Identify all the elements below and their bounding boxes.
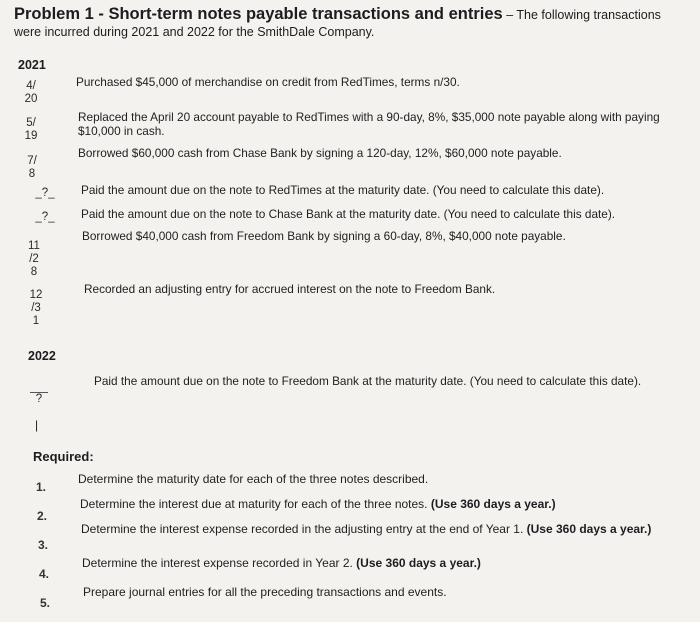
decorative-dash: | bbox=[35, 418, 39, 432]
year-2022: 2022 bbox=[28, 349, 56, 363]
date-cell bbox=[20, 80, 42, 106]
transaction-text: Purchased $45,000 of merchandise on credit from RedTimes, terms n/30. bbox=[76, 75, 460, 89]
date-line: _?_ bbox=[35, 211, 55, 223]
date-cell bbox=[20, 117, 42, 143]
date-line: _?_ bbox=[35, 187, 55, 199]
date-line: 11 bbox=[28, 240, 40, 252]
required-number: 3. bbox=[38, 538, 49, 552]
required-note: (Use 360 days a year.) bbox=[430, 497, 556, 511]
required-text: Determine the interest expense recorded in the adjusting entry at the end of Year 1. bbox=[81, 522, 527, 536]
transaction-text: Replaced the April 20 account payable to RedTimes with a 90-day, 8%, $35,000 note payable along with paying $10,000 in cash. bbox=[78, 110, 660, 138]
transaction-text: Paid the amount due on the note to RedTimes at the maturity date. (You need to calculate this date). bbox=[81, 183, 605, 197]
required-item bbox=[83, 585, 447, 599]
date-line: 5/ bbox=[26, 117, 36, 129]
date-line: 1 bbox=[32, 315, 40, 327]
date-line: /3 bbox=[31, 302, 41, 314]
required-heading: Required: bbox=[33, 449, 94, 464]
date-line: ? bbox=[35, 393, 43, 405]
transaction-text: Paid the amount due on the note to Freedom Bank at the maturity date. (You need to calculate this date). bbox=[94, 374, 642, 388]
required-number: 5. bbox=[40, 596, 51, 610]
date-cell bbox=[28, 211, 62, 224]
transaction-text: Borrowed $60,000 cash from Chase Bank by signing a 120-day, 12%, $60,000 note payable. bbox=[78, 146, 562, 160]
date-cell bbox=[30, 392, 48, 406]
date-line: 8 bbox=[28, 168, 36, 180]
required-text: Prepare journal entries for all the preceding transactions and events. bbox=[83, 585, 447, 599]
date-line: 12 bbox=[29, 289, 43, 301]
date-line: /2 bbox=[29, 253, 39, 265]
transaction-text: Borrowed $40,000 cash from Freedom Bank by signing a 60-day, 8%, $40,000 note payable. bbox=[82, 229, 566, 243]
date-cell bbox=[28, 187, 62, 200]
date-line: 20 bbox=[24, 93, 38, 105]
date-line: 19 bbox=[24, 130, 38, 142]
required-item bbox=[82, 556, 481, 570]
date-line: 7/ bbox=[27, 155, 37, 167]
required-item bbox=[81, 522, 651, 536]
date-cell bbox=[26, 289, 46, 328]
date-cell bbox=[22, 155, 42, 181]
required-item bbox=[80, 497, 556, 511]
transaction-text: Recorded an adjusting entry for accrued interest on the note to Freedom Bank. bbox=[84, 282, 496, 296]
title-rest: – The following transactions bbox=[502, 8, 661, 22]
required-item bbox=[78, 472, 428, 486]
year-2021: 2021 bbox=[18, 58, 46, 72]
required-text: Determine the interest due at maturity for each of the three notes. bbox=[80, 497, 431, 511]
date-line: 4/ bbox=[26, 80, 36, 92]
problem-subtitle: were incurred during 2021 and 2022 for the SmithDale Company. bbox=[14, 25, 375, 39]
problem-title bbox=[14, 4, 698, 25]
transaction-text: Paid the amount due on the note to Chase Bank at the maturity date. (You need to calculate this date). bbox=[81, 207, 616, 221]
required-note: (Use 360 days a year.) bbox=[526, 522, 652, 536]
date-line: 8 bbox=[30, 266, 38, 278]
required-text: Determine the interest expense recorded in Year 2. bbox=[82, 556, 357, 570]
required-number: 2. bbox=[37, 509, 48, 523]
required-number: 1. bbox=[36, 480, 47, 494]
required-note: (Use 360 days a year.) bbox=[356, 556, 481, 570]
title-bold: Problem 1 - Short-term notes payable transactions and entries bbox=[14, 5, 503, 23]
required-text: Determine the maturity date for each of the three notes described. bbox=[78, 472, 429, 486]
required-number: 4. bbox=[39, 567, 50, 581]
date-cell bbox=[24, 240, 44, 279]
